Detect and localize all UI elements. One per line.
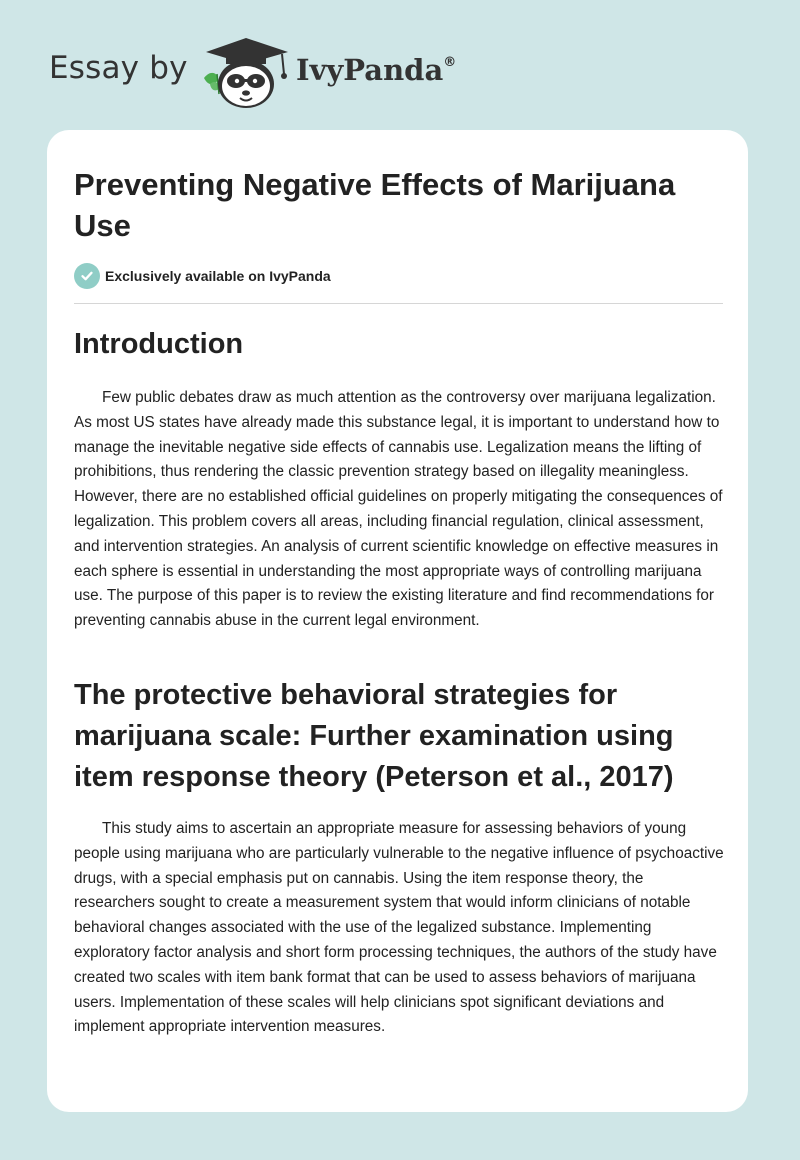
section-heading-study: The protective behavioral strategies for marijuana scale: Further examination using item response theory (Peterson et al., 2017)	[74, 679, 674, 793]
section-heading-introduction: Introduction	[74, 328, 244, 360]
brand-name[interactable]	[296, 53, 456, 87]
section-body-introduction: Few public debates draw as much attention as the controversy over marijuana legalization. As most US states have already made this substance legal, it is important to understand how to manage the inevitable negative side effects of cannabis use. Legalization means the lifting of prohibitions, thus rendering the classic prevention strategy based on illegality meaningless. However, there are no established official guidelines on properly mitigating the consequences of legalization. This problem covers all areas, including financial regulation, clinical assessment, and intervention strategies. An analysis of current scientific knowledge on effective measures in each sphere is essential in understanding the most appropriate ways of controlling marijuana use. The purpose of this paper is to review the existing literature and find recommendations for preventing cannabis abuse in the current legal environment.	[74, 389, 723, 630]
section-body-study: This study aims to ascertain an appropriate measure for assessing behaviors of young people using marijuana who are particularly vulnerable to the negative influence of psychoactive drugs, with a special emphasis put on cannabis. Using the item response theory, the researchers sought to create a measurement system that would inform clinicians of notable behavioral changes associated with the use of the legalized substance. Implementing exploratory factor analysis and short form processing techniques, the authors of the study have created two scales with item bank format that can be used to assess behaviors of marijuana users. Implementation of these scales will help clinicians spot significant deviations and implement appropriate intervention measures.	[74, 820, 724, 1036]
check-icon	[74, 263, 100, 289]
trademark-symbol: ®	[443, 55, 457, 70]
title-divider	[74, 303, 723, 304]
article-title: Preventing Negative Effects of Marijuana Use	[74, 167, 676, 243]
brand-text[interactable]: IvyPanda	[296, 53, 444, 87]
exclusive-badge-text: Exclusively available on IvyPanda	[105, 268, 331, 284]
essay-by-label: Essay by	[49, 50, 188, 86]
site-header	[0, 0, 800, 130]
exclusive-badge	[74, 263, 331, 289]
article-card	[47, 130, 748, 1112]
ivypanda-logo-icon[interactable]	[200, 34, 292, 110]
